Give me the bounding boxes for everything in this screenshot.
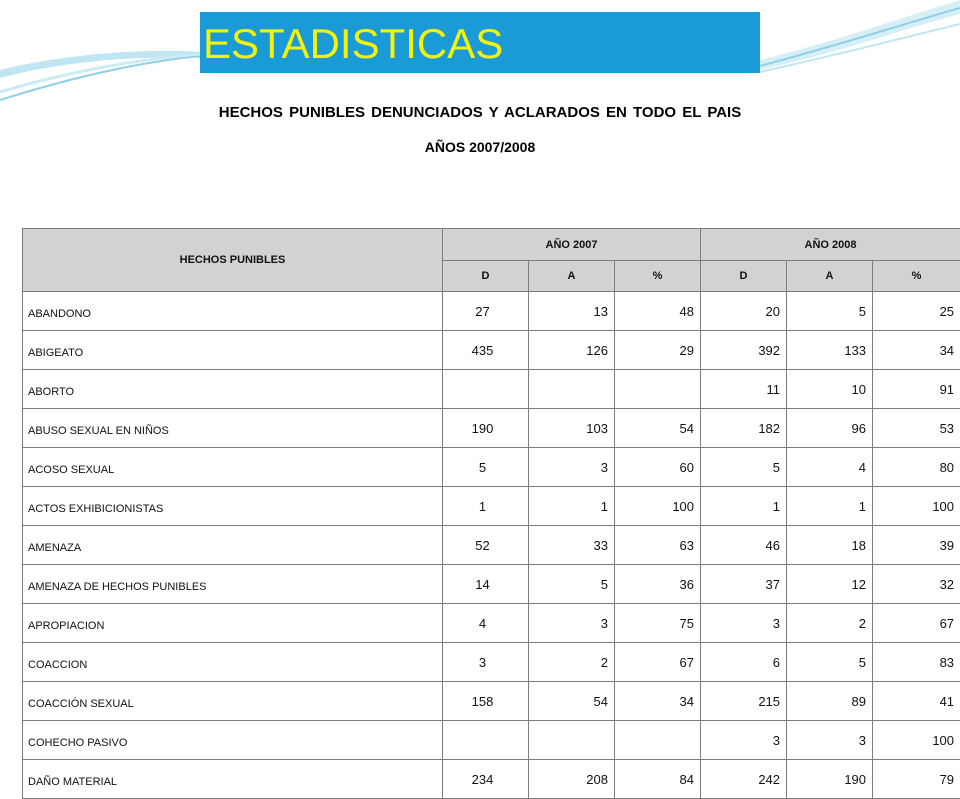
cell-a-2007: 33 [529, 526, 615, 565]
row-crime-name: COHECHO PASIVO [23, 721, 443, 760]
cell-d-2008: 6 [701, 643, 787, 682]
table-row [23, 526, 960, 565]
cell-a-2007: 208 [529, 760, 615, 799]
cell-a-2008: 89 [787, 682, 873, 721]
cell-d-2008: 5 [701, 448, 787, 487]
cell-a-2007: 3 [529, 604, 615, 643]
cell-d-2007: 435 [443, 331, 529, 370]
cell-a-2008: 96 [787, 409, 873, 448]
table-header-row-years [23, 229, 960, 261]
row-crime-name: APROPIACION [23, 604, 443, 643]
row-crime-name: ACTOS EXHIBICIONISTAS [23, 487, 443, 526]
report-title: HECHOS PUNIBLES DENUNCIADOS Y ACLARADOS EN TODO EL PAIS [0, 104, 960, 121]
table-body [23, 292, 960, 799]
cell-a-2008: 190 [787, 760, 873, 799]
table-row [23, 682, 960, 721]
table-row [23, 370, 960, 409]
row-crime-name: DAÑO MATERIAL [23, 760, 443, 799]
cell-pct-2007: 29 [615, 331, 701, 370]
cell-pct-2008: 25 [873, 292, 960, 331]
row-crime-name: ACOSO SEXUAL [23, 448, 443, 487]
cell-d-2008: 46 [701, 526, 787, 565]
cell-pct-2008: 39 [873, 526, 960, 565]
cell-pct-2007: 36 [615, 565, 701, 604]
cell-pct-2007 [615, 721, 701, 760]
cell-a-2008: 4 [787, 448, 873, 487]
cell-d-2008: 215 [701, 682, 787, 721]
header-d-2008: D [701, 261, 787, 292]
cell-pct-2008: 91 [873, 370, 960, 409]
cell-pct-2008: 100 [873, 721, 960, 760]
cell-pct-2007: 67 [615, 643, 701, 682]
table-row [23, 448, 960, 487]
table-row [23, 721, 960, 760]
table-row [23, 643, 960, 682]
cell-pct-2008: 41 [873, 682, 960, 721]
cell-pct-2008: 83 [873, 643, 960, 682]
cell-a-2008: 1 [787, 487, 873, 526]
header-category: HECHOS PUNIBLES [23, 229, 443, 292]
cell-d-2008: 1 [701, 487, 787, 526]
cell-pct-2008: 34 [873, 331, 960, 370]
swoosh-left-line [0, 56, 200, 100]
cell-d-2008: 3 [701, 721, 787, 760]
cell-a-2008: 3 [787, 721, 873, 760]
table-row [23, 409, 960, 448]
row-crime-name: ABORTO [23, 370, 443, 409]
row-crime-name: ABIGEATO [23, 331, 443, 370]
cell-d-2008: 242 [701, 760, 787, 799]
table-row [23, 292, 960, 331]
table-row [23, 604, 960, 643]
row-crime-name: AMENAZA [23, 526, 443, 565]
row-crime-name: COACCION [23, 643, 443, 682]
row-crime-name: ABUSO SEXUAL EN NIÑOS [23, 409, 443, 448]
cell-pct-2008: 79 [873, 760, 960, 799]
row-crime-name: AMENAZA DE HECHOS PUNIBLES [23, 565, 443, 604]
cell-pct-2007: 34 [615, 682, 701, 721]
header-year-2007: AÑO 2007 [443, 229, 701, 261]
header-d-2007: D [443, 261, 529, 292]
cell-a-2008: 10 [787, 370, 873, 409]
cell-pct-2007: 100 [615, 487, 701, 526]
cell-d-2007: 1 [443, 487, 529, 526]
cell-pct-2007: 54 [615, 409, 701, 448]
cell-a-2007: 1 [529, 487, 615, 526]
cell-a-2007: 13 [529, 292, 615, 331]
cell-a-2008: 5 [787, 292, 873, 331]
table-row [23, 565, 960, 604]
cell-d-2007: 52 [443, 526, 529, 565]
cell-pct-2007: 84 [615, 760, 701, 799]
cell-a-2008: 5 [787, 643, 873, 682]
swoosh-right-line-2 [760, 24, 960, 72]
cell-a-2008: 12 [787, 565, 873, 604]
cell-a-2007 [529, 721, 615, 760]
cell-d-2008: 3 [701, 604, 787, 643]
row-crime-name: COACCIÓN SEXUAL [23, 682, 443, 721]
cell-pct-2008: 53 [873, 409, 960, 448]
cell-d-2008: 11 [701, 370, 787, 409]
title-banner [200, 12, 760, 73]
table-row [23, 760, 960, 799]
cell-a-2007 [529, 370, 615, 409]
table-row [23, 331, 960, 370]
cell-d-2007: 234 [443, 760, 529, 799]
cell-a-2007: 54 [529, 682, 615, 721]
cell-pct-2007: 63 [615, 526, 701, 565]
cell-d-2008: 182 [701, 409, 787, 448]
banner-title: ESTADISTICAS [203, 20, 503, 68]
cell-a-2008: 133 [787, 331, 873, 370]
cell-pct-2008: 67 [873, 604, 960, 643]
cell-d-2007: 3 [443, 643, 529, 682]
cell-d-2007 [443, 370, 529, 409]
cell-pct-2008: 80 [873, 448, 960, 487]
cell-d-2007: 190 [443, 409, 529, 448]
cell-a-2007: 5 [529, 565, 615, 604]
swoosh-right-line [760, 8, 960, 66]
cell-a-2007: 2 [529, 643, 615, 682]
cell-pct-2007: 75 [615, 604, 701, 643]
cell-pct-2007: 48 [615, 292, 701, 331]
cell-a-2008: 18 [787, 526, 873, 565]
cell-a-2007: 126 [529, 331, 615, 370]
cell-d-2007: 158 [443, 682, 529, 721]
swoosh-left [0, 51, 200, 78]
header-pct-2007: % [615, 261, 701, 292]
cell-d-2007: 14 [443, 565, 529, 604]
cell-pct-2007 [615, 370, 701, 409]
cell-pct-2007: 60 [615, 448, 701, 487]
cell-d-2008: 20 [701, 292, 787, 331]
cell-d-2008: 37 [701, 565, 787, 604]
statistics-table [22, 228, 960, 799]
swoosh-right [760, 0, 960, 70]
table-row [23, 487, 960, 526]
cell-pct-2008: 100 [873, 487, 960, 526]
header-a-2008: A [787, 261, 873, 292]
header-a-2007: A [529, 261, 615, 292]
cell-pct-2008: 32 [873, 565, 960, 604]
cell-a-2007: 3 [529, 448, 615, 487]
cell-a-2007: 103 [529, 409, 615, 448]
cell-d-2007 [443, 721, 529, 760]
cell-d-2008: 392 [701, 331, 787, 370]
cell-d-2007: 5 [443, 448, 529, 487]
header-year-2008: AÑO 2008 [701, 229, 960, 261]
report-subtitle: AÑOS 2007/2008 [0, 139, 960, 155]
cell-d-2007: 27 [443, 292, 529, 331]
header-pct-2008: % [873, 261, 960, 292]
row-crime-name: ABANDONO [23, 292, 443, 331]
cell-d-2007: 4 [443, 604, 529, 643]
cell-a-2008: 2 [787, 604, 873, 643]
